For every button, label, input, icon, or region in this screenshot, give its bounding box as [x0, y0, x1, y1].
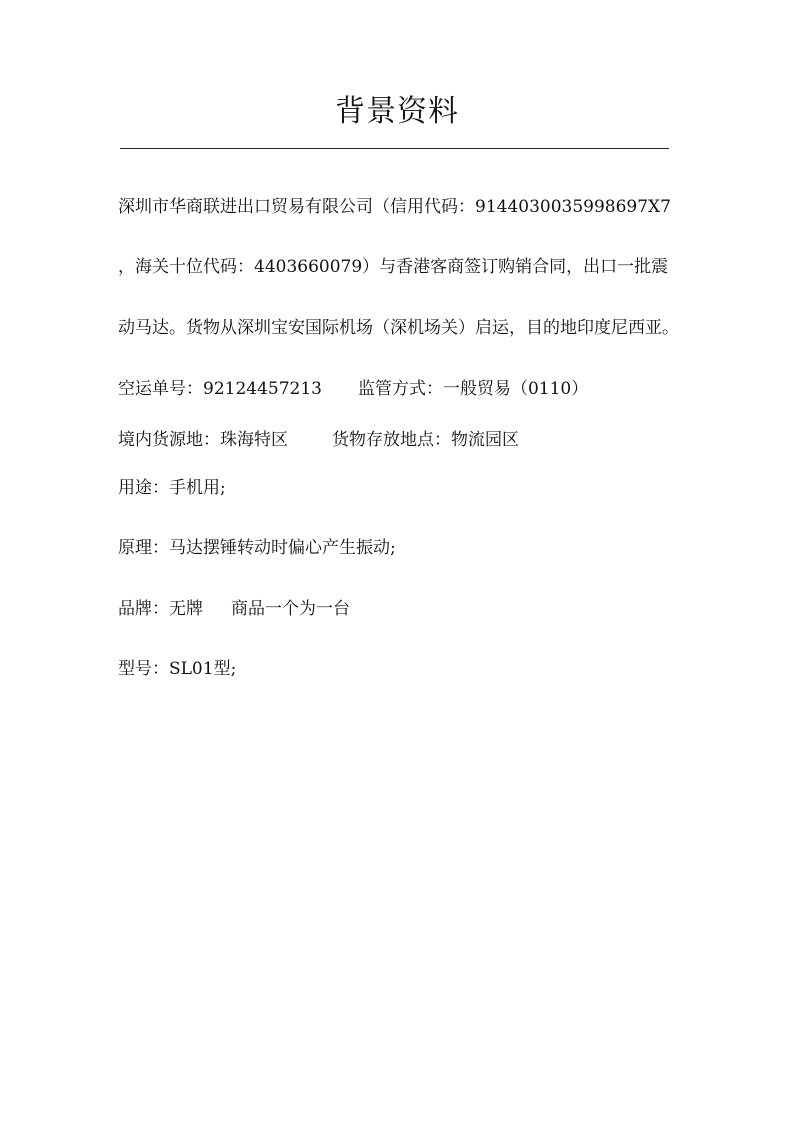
storage-location: 货物存放地点：物流园区: [332, 430, 519, 450]
principle-line: 原理：马达摆锤转动时偏心产生振动;: [118, 538, 396, 558]
unit-label: 商品一个为一台: [231, 599, 350, 619]
brand-label: 品牌：无牌: [118, 599, 203, 619]
paragraph-line-1: 深圳市华商联进出口贸易有限公司（信用代码：9144030035998697X7: [118, 197, 671, 217]
airway-bill-number: 空运单号：92124457213: [118, 379, 322, 399]
model-line: 型号：SL01型;: [118, 659, 237, 679]
brand-row: [118, 596, 350, 622]
page-title: 背景资料: [335, 94, 459, 129]
supervision-mode: 监管方式：一般贸易（0110）: [357, 379, 589, 399]
shipment-row-2: [118, 427, 519, 453]
title-divider: [120, 148, 669, 149]
domestic-source: 境内货源地：珠海特区: [118, 430, 288, 450]
paragraph-line-3: 动马达。货物从深圳宝安国际机场（深机场关）启运，目的地印度尼西亚。: [118, 318, 679, 338]
usage-line: 用途：手机用;: [118, 478, 226, 498]
paragraph-line-2: ，海关十位代码：4403660079）与香港客商签订购销合同，出口一批震: [118, 257, 669, 277]
shipment-row-1: [118, 376, 588, 402]
